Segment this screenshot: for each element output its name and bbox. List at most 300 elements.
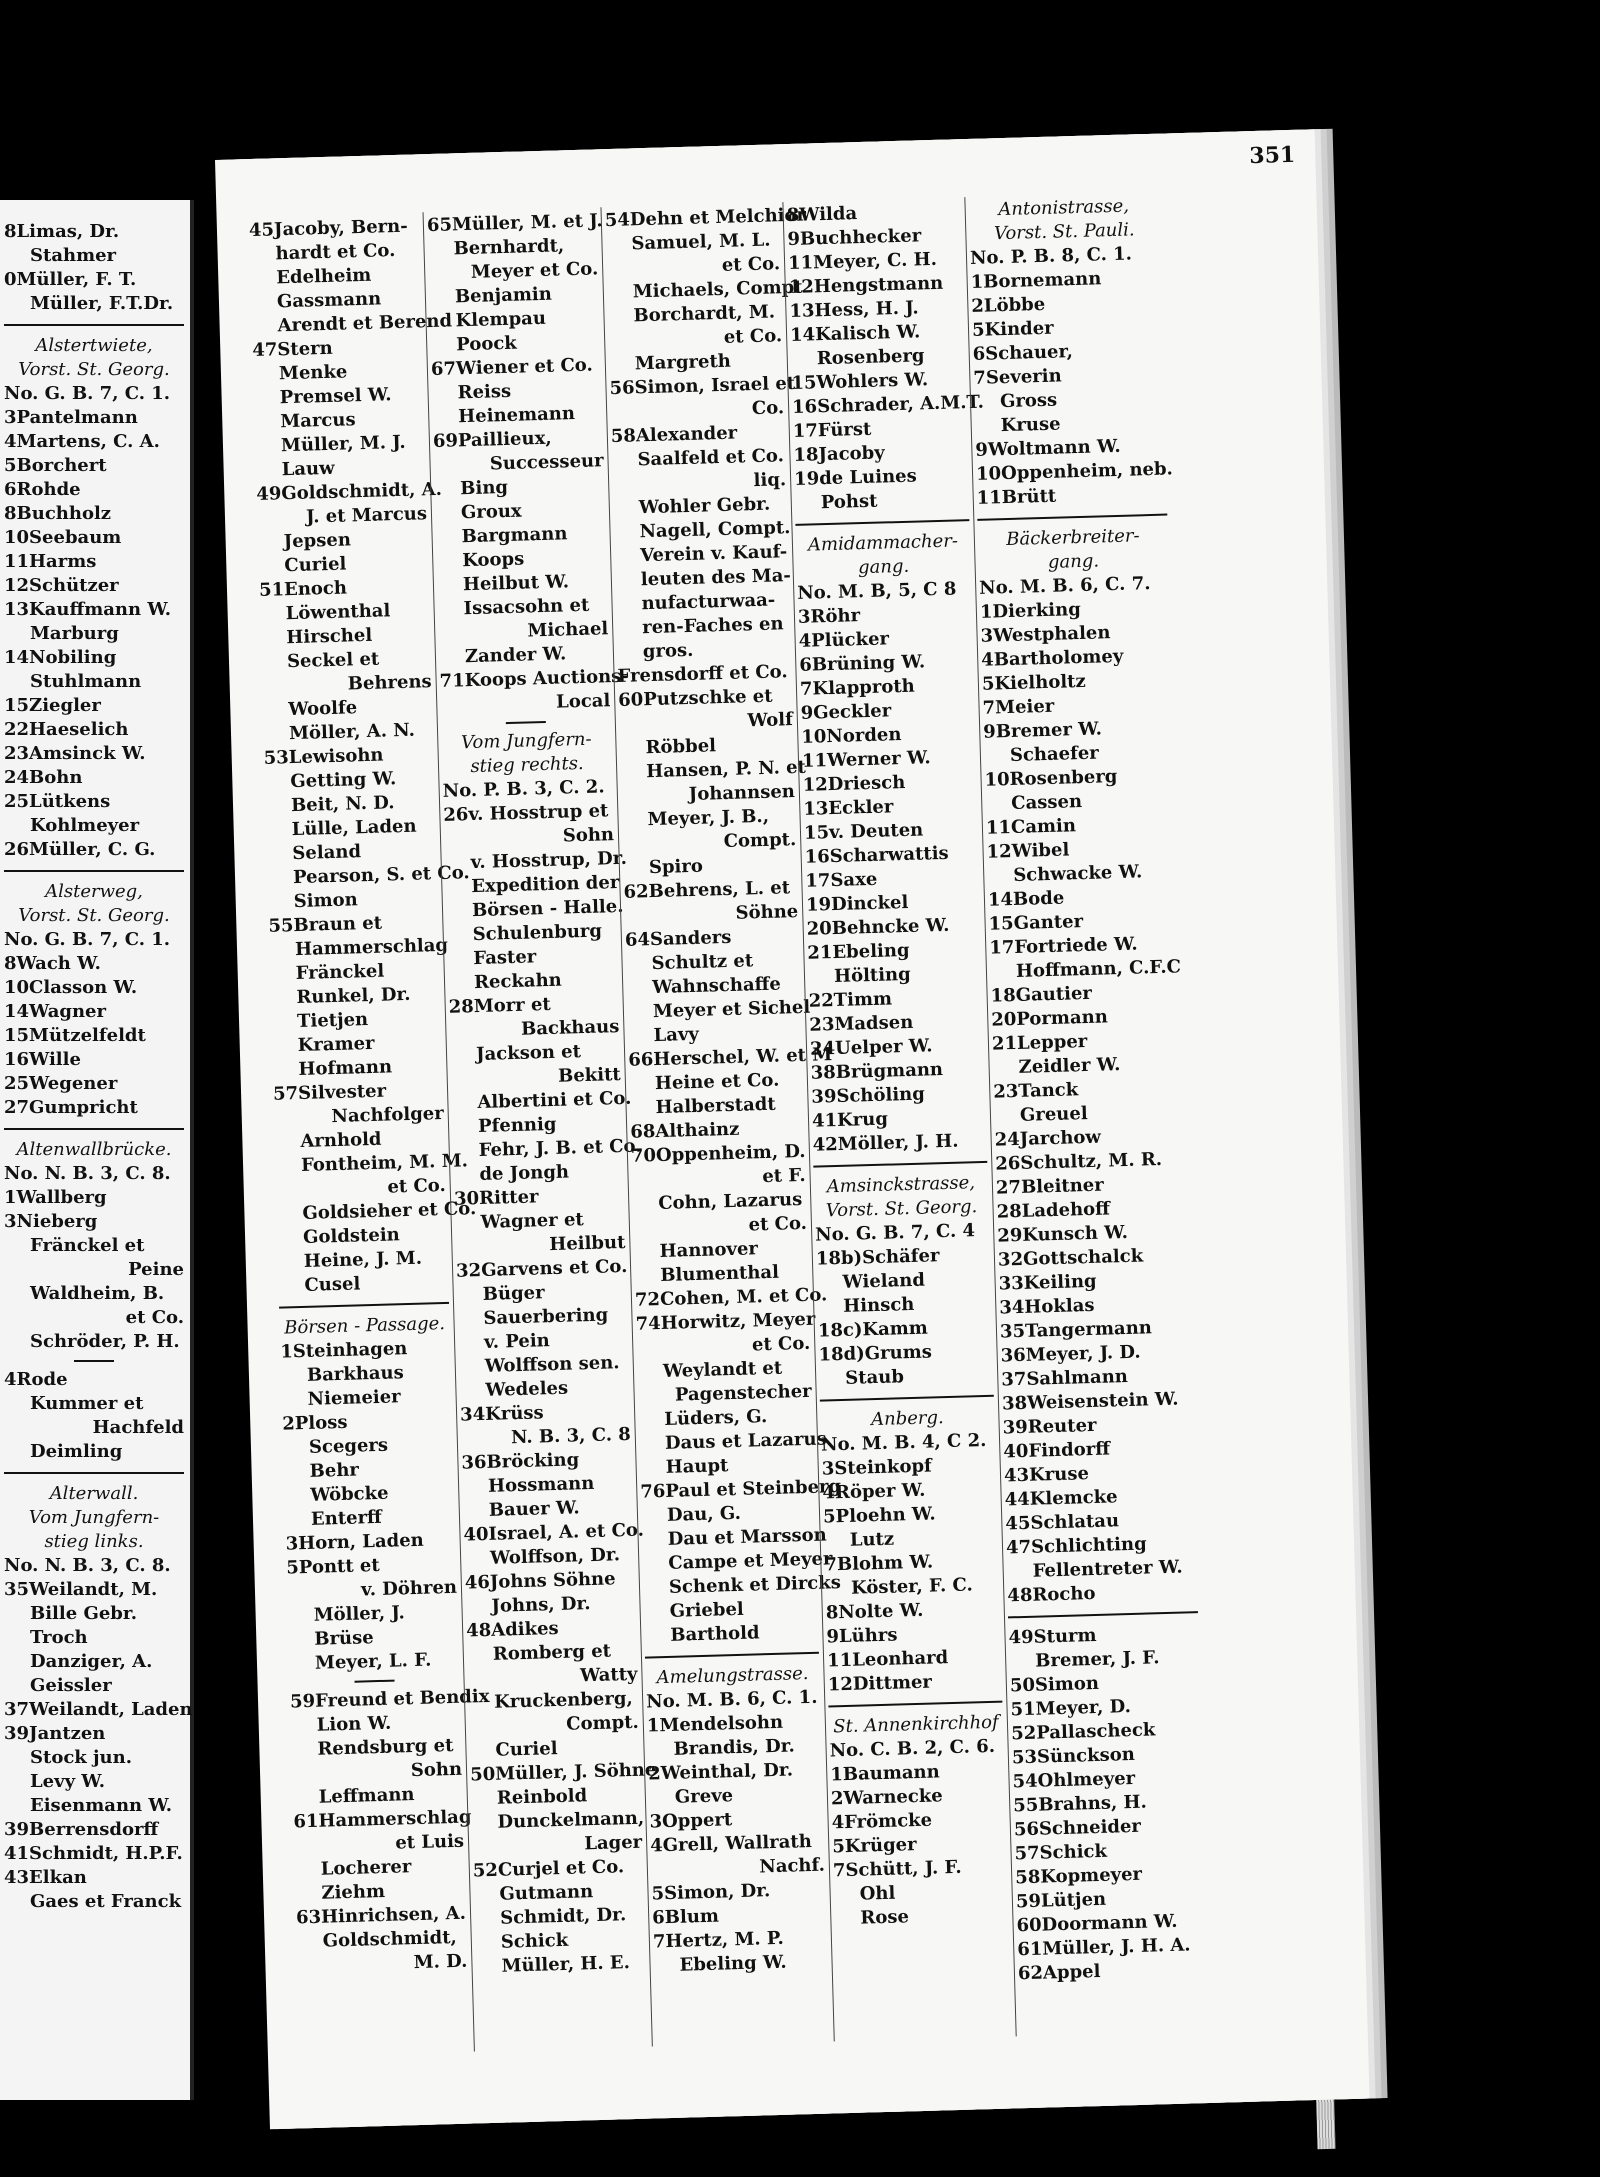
directory-entry: 20Pormann — [991, 1006, 1109, 1031]
directory-entry: et Co. — [748, 1212, 808, 1236]
directory-entry: Rendsburg et — [317, 1734, 454, 1760]
directory-entry: 23Amsinck W. — [4, 743, 146, 764]
directory-entry: 24Jarchow — [994, 1126, 1102, 1151]
street-heading: Amsinckstrasse, — [826, 1172, 976, 1198]
directory-entry: 65Müller, M. et J. — [426, 210, 603, 237]
directory-entry: 61Müller, J. H. A. — [1016, 1934, 1191, 1961]
directory-entry: Cusel — [304, 1273, 361, 1296]
directory-entry: Poock — [455, 332, 518, 356]
directory-entry: Börsen - Halle. — [471, 895, 624, 922]
directory-entry: 6Schauer, — [972, 341, 1074, 365]
directory-entry: 33Keiling — [998, 1270, 1097, 1295]
directory-entry: Barthold — [670, 1622, 760, 1646]
directory-entry: 13Hess, H. J. — [789, 297, 919, 323]
directory-entry: Curiel — [495, 1738, 558, 1761]
directory-entry: Local — [555, 690, 611, 713]
directory-entry: Cassen — [1010, 791, 1083, 815]
directory-entry: Staub — [844, 1366, 905, 1389]
section-divider — [4, 870, 184, 872]
directory-entry: Wolffson sen. — [484, 1352, 620, 1377]
directory-entry: Hansen, P. N. et — [645, 756, 807, 783]
directory-entry: Hirschel — [286, 624, 373, 649]
directory-entry: Margreth — [634, 350, 732, 375]
directory-entry: 39Schöling — [811, 1083, 926, 1108]
directory-entry: 1Steinhagen — [280, 1338, 408, 1363]
directory-entry: 48Adikes — [465, 1617, 559, 1642]
directory-entry: 46Johns Söhne — [464, 1568, 616, 1594]
directory-entry: Zander W. — [464, 643, 567, 668]
directory-entry: Fontheim, M. M. — [300, 1150, 469, 1176]
directory-entry: Fränckel et — [30, 1235, 145, 1256]
directory-entry: 35Weilandt, M. — [4, 1579, 158, 1600]
directory-entry: No. M. B. 6, C. 1. — [645, 1686, 818, 1713]
directory-entry: 59Lütjen — [1015, 1888, 1107, 1913]
directory-entry: Bauer W. — [488, 1497, 580, 1521]
directory-entry: 47Schlichting — [1005, 1533, 1147, 1559]
directory-entry: nufacturwaa- — [641, 589, 776, 615]
directory-entry: 4Martens, C. A. — [4, 431, 160, 452]
directory-entry: 54Ohlmeyer — [1012, 1767, 1136, 1793]
directory-entry: 18b)Schäfer — [815, 1245, 940, 1270]
directory-entry: 62Behrens, L. et — [623, 877, 791, 903]
directory-entry: 11Brütt — [976, 485, 1057, 509]
directory-entry: 39Jantzen — [4, 1723, 106, 1744]
directory-entry: 11Harms — [4, 551, 97, 572]
directory-entry: Wolffson, Dr. — [489, 1544, 621, 1569]
directory-entry: 53Sünckson — [1011, 1743, 1136, 1769]
directory-entry: Arendt et Berend — [277, 310, 453, 337]
section-divider — [4, 1128, 184, 1130]
directory-entry: 53Lewisohn — [263, 744, 384, 769]
directory-entry: 2Weinthal, Dr. — [647, 1759, 794, 1785]
directory-entry: 3Oppert — [649, 1809, 733, 1833]
directory-entry: Meyer et Co. — [470, 258, 599, 283]
directory-entry: 10Seebaum — [4, 527, 122, 548]
directory-entry: et Co. — [751, 1332, 811, 1356]
directory-entry: No. M. B. 6, C. 7. — [978, 573, 1151, 599]
directory-entry: Getting W. — [290, 768, 397, 793]
directory-entry: et Co. — [723, 325, 783, 348]
directory-entry: Kramer — [297, 1032, 375, 1057]
directory-entry: 12Dittmer — [827, 1671, 933, 1696]
directory-entry: Dunckelmann, — [497, 1807, 645, 1833]
directory-entry: et Co. — [387, 1174, 447, 1198]
directory-entry: 2Löbbe — [971, 293, 1046, 317]
directory-entry: 47Stern — [252, 337, 333, 362]
directory-entry: 59Freund et Bendix — [289, 1685, 490, 1713]
directory-entry: 32Gottschalck — [997, 1245, 1144, 1271]
directory-entry: Borchardt, M. — [633, 301, 776, 327]
directory-entry: 7Hertz, M. P. — [652, 1927, 784, 1953]
directory-entry: leuten des Ma- — [640, 565, 792, 591]
directory-entry: 16Scharwattis — [804, 842, 949, 868]
directory-entry: Lager — [584, 1831, 643, 1855]
directory-entry: 4Grell, Wallrath — [649, 1830, 813, 1857]
directory-entry: Bekitt — [557, 1064, 621, 1087]
directory-entry: Haupt — [665, 1455, 729, 1478]
directory-entry: Waldheim, B. — [30, 1283, 165, 1304]
directory-entry: 51Meyer, D. — [1010, 1696, 1132, 1721]
directory-entry: 12Wibel — [986, 839, 1070, 863]
directory-entry: Simon — [293, 889, 358, 913]
directory-entry: Marcus — [280, 409, 356, 433]
street-heading: gang. — [1047, 550, 1100, 573]
directory-entry: Wieland — [842, 1269, 926, 1293]
directory-entry: 45Jacoby, Bern- — [248, 215, 408, 242]
directory-entry: Spiro — [648, 855, 704, 879]
directory-entry: Pagenstecher — [674, 1380, 812, 1406]
directory-entry: 1Bornemann — [970, 268, 1102, 293]
directory-entry: Bernhardt, — [453, 235, 565, 260]
directory-entry: Dau, G. — [666, 1502, 742, 1526]
street-heading: Vorst. St. Pauli. — [993, 219, 1135, 245]
directory-entry: Woolfe — [288, 697, 358, 721]
directory-entry: 22Haeselich — [4, 719, 129, 740]
section-divider — [4, 1472, 184, 1474]
directory-entry: 67Wiener et Co. — [430, 354, 594, 381]
directory-entry: 5Simon, Dr. — [651, 1880, 771, 1905]
directory-entry: Koops — [461, 548, 525, 572]
directory-entry: 49Goldschmidt, A. — [256, 478, 443, 505]
directory-entry: Niemeier — [307, 1386, 401, 1410]
directory-entry: Scegers — [308, 1434, 389, 1458]
directory-entry: 63Hinrichsen, A. — [295, 1902, 467, 1929]
directory-entry: 12Driesch — [802, 771, 906, 796]
section-divider — [645, 1652, 819, 1659]
directory-entry: 5Kielholtz — [981, 670, 1086, 695]
directory-entry: No. G. B. 7, C. 1. — [4, 929, 171, 950]
directory-entry: Ziehm — [321, 1880, 386, 1904]
directory-entry: 26v. Hosstrup et — [443, 800, 609, 826]
street-heading: Alterwall. — [49, 1483, 139, 1504]
directory-entry: ren-Faches en — [641, 613, 784, 639]
directory-entry: 17Saxe — [805, 868, 878, 892]
directory-entry: Wedeles — [485, 1377, 569, 1401]
directory-entry: Fränckel — [295, 960, 385, 985]
directory-entry: 25Wegener — [4, 1073, 118, 1094]
directory-entry: Marburg — [30, 623, 119, 644]
directory-entry: 57Schick — [1014, 1840, 1108, 1865]
directory-entry: 35Tangermann — [999, 1317, 1153, 1343]
directory-entry: 76Paul et Steinberg — [640, 1476, 842, 1503]
directory-entry: Groux — [460, 500, 522, 524]
directory-entry: 3Nieberg — [4, 1211, 98, 1232]
directory-entry: Klempau — [455, 307, 547, 332]
directory-entry: Schröder, P. H. — [30, 1331, 180, 1352]
directory-entry: 15Ganter — [988, 911, 1084, 935]
directory-entry: 55Brahns, H. — [1012, 1791, 1148, 1817]
entry-separator — [74, 1360, 114, 1362]
directory-entry: 15Wohlers W. — [791, 369, 929, 394]
directory-entry: 6Rohde — [4, 479, 81, 500]
directory-entry: Meyer, J. B., — [647, 805, 770, 831]
directory-entry: Möller, A. N. — [288, 719, 416, 745]
directory-entry: Heilbut W. — [462, 571, 570, 596]
directory-entry: Michael — [527, 618, 609, 642]
directory-entry: 44Klemcke — [1004, 1486, 1118, 1511]
directory-entry: 1Wallberg — [4, 1187, 107, 1208]
directory-entry: 5Borchert — [4, 455, 107, 476]
directory-entry: 71Koops Auctions- — [439, 665, 630, 692]
directory-entry: J. et Marcus — [305, 503, 428, 528]
directory-entry: Schick — [500, 1929, 569, 1953]
directory-entry: Verein v. Kauf- — [639, 541, 788, 567]
directory-entry: Fellentreter W. — [1032, 1556, 1183, 1582]
directory-entry: 42Möller, J. H. — [812, 1130, 959, 1156]
directory-entry: et F. — [762, 1164, 806, 1188]
directory-entry: Greuel — [1019, 1103, 1088, 1126]
directory-entry: Möller, J. — [313, 1602, 406, 1626]
directory-entry: Reckahn — [473, 969, 563, 994]
directory-entry: 14Nobiling — [4, 647, 117, 668]
directory-entry: 5Kinder — [971, 317, 1054, 341]
directory-entry: Albertini et Co. — [477, 1087, 632, 1114]
directory-entry: Peine — [128, 1259, 184, 1280]
directory-entry: Kohlmeyer — [30, 815, 140, 836]
directory-entry: 54Dehn et Melchior — [604, 204, 807, 232]
directory-entry: 17Fortriede W. — [989, 933, 1138, 959]
directory-entry: 38Brügmann — [810, 1059, 944, 1084]
directory-entry: Schulenburg — [472, 920, 603, 946]
directory-entry: 37Sahlmann — [1001, 1365, 1129, 1391]
directory-entry: 8Limas, Dr. — [4, 221, 120, 242]
directory-entry: 14Bode — [987, 887, 1065, 911]
directory-entry: Halberstadt — [655, 1093, 776, 1119]
directory-entry: Troch — [30, 1627, 88, 1648]
directory-entry: Stahmer — [30, 245, 117, 266]
directory-entry: Compt. — [565, 1711, 640, 1735]
directory-entry: 21Lepper — [991, 1030, 1088, 1055]
directory-entry: 3Pantelmann — [4, 407, 138, 428]
directory-entry: 2Ploss — [282, 1411, 348, 1435]
directory-entry: Kruse — [1000, 413, 1061, 437]
directory-entry: Geissler — [30, 1675, 112, 1696]
directory-entry: Hoffmann, C.F.C — [1015, 956, 1182, 982]
directory-entry: Reinbold — [496, 1785, 588, 1809]
directory-entry: v. Hosstrup, Dr. — [470, 847, 628, 874]
directory-entry: 60Putzschke et — [617, 685, 773, 711]
left-page-column — [4, 220, 193, 1914]
directory-entry: hardt et Co. — [275, 240, 396, 265]
section-divider — [1008, 1611, 1198, 1618]
directory-entry: 7Severin — [973, 365, 1062, 389]
directory-entry: 37Weilandt, Laden — [4, 1699, 193, 1720]
directory-entry: Nachf. — [759, 1854, 826, 1878]
directory-entry: Hölting — [833, 963, 911, 988]
directory-entry: Eisenmann W. — [30, 1795, 173, 1816]
directory-entry: Barkhaus — [306, 1362, 405, 1386]
directory-entry: 10Oppenheim, neb. — [975, 458, 1174, 485]
directory-entry: 7Schütt, J. F. — [832, 1856, 962, 1882]
directory-entry: 1Baumann — [830, 1761, 940, 1786]
directory-entry: Hinsch — [842, 1293, 915, 1317]
street-heading: Amidammacher- — [807, 530, 959, 556]
section-divider — [820, 1395, 994, 1402]
directory-entry: 7Blohm W. — [824, 1551, 934, 1576]
directory-entry: 13Kauffmann W. — [4, 599, 172, 620]
directory-entry: 39Berrensdorff — [4, 1819, 159, 1840]
directory-entry: Watty — [579, 1663, 638, 1687]
directory-entry: Backhaus — [520, 1016, 620, 1040]
directory-entry: Behrens — [347, 671, 432, 695]
street-heading: Alstertwiete, — [35, 335, 153, 356]
directory-entry: Bremer, J. F. — [1034, 1647, 1160, 1672]
directory-entry: et Luis — [395, 1830, 465, 1854]
street-heading: Vorst. St. Georg. — [18, 905, 170, 926]
directory-entry: 52Pallascheck — [1010, 1719, 1156, 1745]
directory-entry: 21Ebeling — [807, 939, 910, 964]
directory-entry: 9Lührs — [826, 1624, 898, 1648]
directory-entry: 72Cohen, M. et Co. — [634, 1284, 828, 1311]
directory-entry: Wohler Gebr. — [638, 493, 771, 519]
directory-entry: 38Weisenstein W. — [1001, 1388, 1179, 1415]
directory-entry: Kruckenberg, — [493, 1687, 633, 1713]
directory-entry: Edelheim — [276, 264, 372, 289]
directory-entry: Behr — [309, 1459, 360, 1482]
section-divider — [795, 519, 969, 526]
directory-entry: 25Lütkens — [4, 791, 111, 812]
directory-entry: Nachfolger — [331, 1102, 445, 1128]
directory-entry: 26Müller, C. G. — [4, 839, 156, 860]
directory-entry: 68Althainz — [630, 1118, 740, 1143]
directory-entry: Jackson et — [475, 1041, 582, 1066]
directory-entry: 57Silvester — [272, 1080, 387, 1105]
street-heading: Alsterweg, — [45, 881, 143, 902]
directory-entry: Bille Gebr. — [30, 1603, 137, 1624]
directory-entry: Goldschmidt, — [322, 1926, 458, 1952]
directory-entry: Schmidt, Dr. — [499, 1904, 627, 1929]
directory-entry: Lülle, Laden — [291, 815, 417, 841]
directory-entry: Tietjen — [296, 1009, 369, 1033]
directory-entry: Hammerschlag — [294, 934, 449, 961]
directory-entry: 32Garvens et Co. — [455, 1255, 628, 1282]
directory-entry: Successeur — [489, 450, 604, 475]
directory-entry: 40Israel, A. et Co. — [463, 1519, 645, 1546]
directory-entry: N. B. 3, C. 8 — [510, 1423, 632, 1449]
directory-entry: Sohn — [410, 1758, 463, 1782]
directory-entry: 34Krüss — [459, 1402, 544, 1426]
directory-entry: Müller, F.T.Dr. — [30, 293, 174, 314]
directory-entry: Meyer, L. F. — [314, 1649, 432, 1674]
directory-entry: 50Simon — [1009, 1672, 1100, 1697]
directory-entry: 11Meyer, C. H. — [787, 248, 938, 275]
directory-entry: Co. — [751, 397, 785, 420]
directory-entry: 17Fürst — [792, 418, 872, 442]
directory-entry: 11Leonhard — [826, 1647, 949, 1672]
directory-entry: Wolf — [747, 709, 794, 732]
directory-entry: Curiel — [284, 553, 347, 577]
directory-entry: Lion W. — [316, 1712, 392, 1736]
directory-entry: 20Behncke W. — [806, 914, 950, 940]
directory-entry: Kummer et — [30, 1393, 144, 1414]
directory-entry: 61Hammerschlag — [293, 1806, 472, 1833]
directory-entry: 18c)Kamm — [817, 1317, 929, 1342]
directory-entry: Löwenthal — [285, 600, 391, 625]
directory-entry: 11Camin — [985, 815, 1077, 839]
directory-entry: Rose — [860, 1906, 910, 1929]
directory-entry: 18Gautier — [990, 982, 1093, 1007]
directory-entry: Lutz — [849, 1528, 895, 1551]
directory-entry: 23Madsen — [809, 1011, 914, 1036]
directory-entry: Premsel W. — [279, 384, 392, 409]
directory-entry: Gassmann — [276, 288, 382, 313]
directory-entry: No. M. B. 4, C 2. — [820, 1429, 987, 1456]
directory-entry: No. N. B. 3, C. 8. — [4, 1163, 171, 1184]
directory-entry: Schwacke W. — [1012, 861, 1143, 886]
directory-entry: Johannsen — [688, 781, 796, 806]
directory-entry: Frensdorff et Co. — [617, 661, 788, 687]
directory-entry: 3Westphalen — [980, 622, 1111, 647]
directory-entry: 41Krug — [811, 1108, 889, 1132]
directory-entry: Hachfeld — [92, 1417, 184, 1438]
directory-entry: et Co. — [721, 253, 781, 276]
directory-entry: Müller, H. E. — [501, 1952, 631, 1977]
directory-entry: Enterff — [310, 1506, 383, 1530]
directory-entry: 8Nolte W. — [825, 1599, 924, 1624]
directory-entry: Röbbel — [645, 735, 717, 759]
directory-entry: 18Jacoby — [793, 442, 885, 466]
directory-entry: 43Kruse — [1003, 1463, 1090, 1487]
section-divider — [4, 324, 184, 326]
directory-entry: Goldsieher et Co. — [302, 1198, 477, 1224]
directory-entry: Jepsen — [283, 529, 352, 553]
directory-entry: 3Horn, Laden — [285, 1529, 425, 1555]
directory-entry: Brüse — [314, 1627, 374, 1650]
directory-entry: No. G. B. 7, C. 1. — [4, 383, 171, 404]
directory-entry: Greve — [674, 1785, 734, 1808]
directory-entry: Issacsohn et — [463, 594, 590, 620]
directory-entry: 58Alexander — [610, 422, 738, 448]
directory-entry: Romberg et — [492, 1640, 612, 1665]
directory-entry: Seckel et — [286, 648, 380, 673]
directory-entry: 45Schlatau — [1005, 1510, 1120, 1535]
directory-entry: Büger — [482, 1282, 545, 1305]
directory-entry: No. P. B. 3, C. 2. — [442, 776, 605, 802]
directory-entry: liq. — [753, 469, 787, 492]
directory-entry: 69Paillieux, — [432, 427, 552, 453]
directory-entry: 15Mützelfeldt — [4, 1025, 146, 1046]
directory-entry: No. G. B. 7, C. 4 — [814, 1220, 976, 1246]
directory-entry: Söhne — [735, 901, 799, 924]
directory-entry: 29Kunsch W. — [997, 1221, 1129, 1247]
directory-entry: Reiss — [457, 380, 512, 404]
directory-entry: Wöbcke — [310, 1482, 389, 1506]
street-heading: Vom Jungfern- — [460, 728, 592, 754]
directory-entry: 6Brüning W. — [799, 651, 926, 676]
directory-entry: 5Pontt et — [286, 1554, 380, 1579]
directory-entry: Hofmann — [298, 1056, 393, 1081]
street-heading: St. Annenkirchhof — [832, 1711, 999, 1738]
directory-entry: Pohst — [820, 490, 878, 514]
directory-entry: de Jongh — [479, 1161, 570, 1186]
directory-entry: Köster, F. C. — [850, 1574, 974, 1599]
section-divider — [813, 1161, 987, 1168]
directory-entry: 12Hengstmann — [788, 272, 944, 299]
directory-entry: Sauerbering — [483, 1304, 609, 1329]
directory-entry: 11Werner W. — [801, 747, 931, 772]
directory-entry: 9Woltmann W. — [975, 435, 1121, 461]
directory-entry: 1Mendelsohn — [646, 1711, 784, 1737]
directory-entry: Hannover — [659, 1238, 759, 1263]
directory-entry: 5Krüger — [832, 1834, 917, 1858]
directory-entry: 4Frömcke — [831, 1809, 933, 1834]
directory-entry: 28Ladehoff — [996, 1198, 1111, 1223]
street-heading: Antonistrasse, — [998, 195, 1130, 221]
directory-entry: Goldstein — [302, 1224, 401, 1248]
directory-entry: 66Herschel, W. et M — [628, 1044, 833, 1071]
directory-entry: 14Wagner — [4, 1001, 106, 1022]
directory-entry: 18d)Grums — [818, 1341, 933, 1366]
